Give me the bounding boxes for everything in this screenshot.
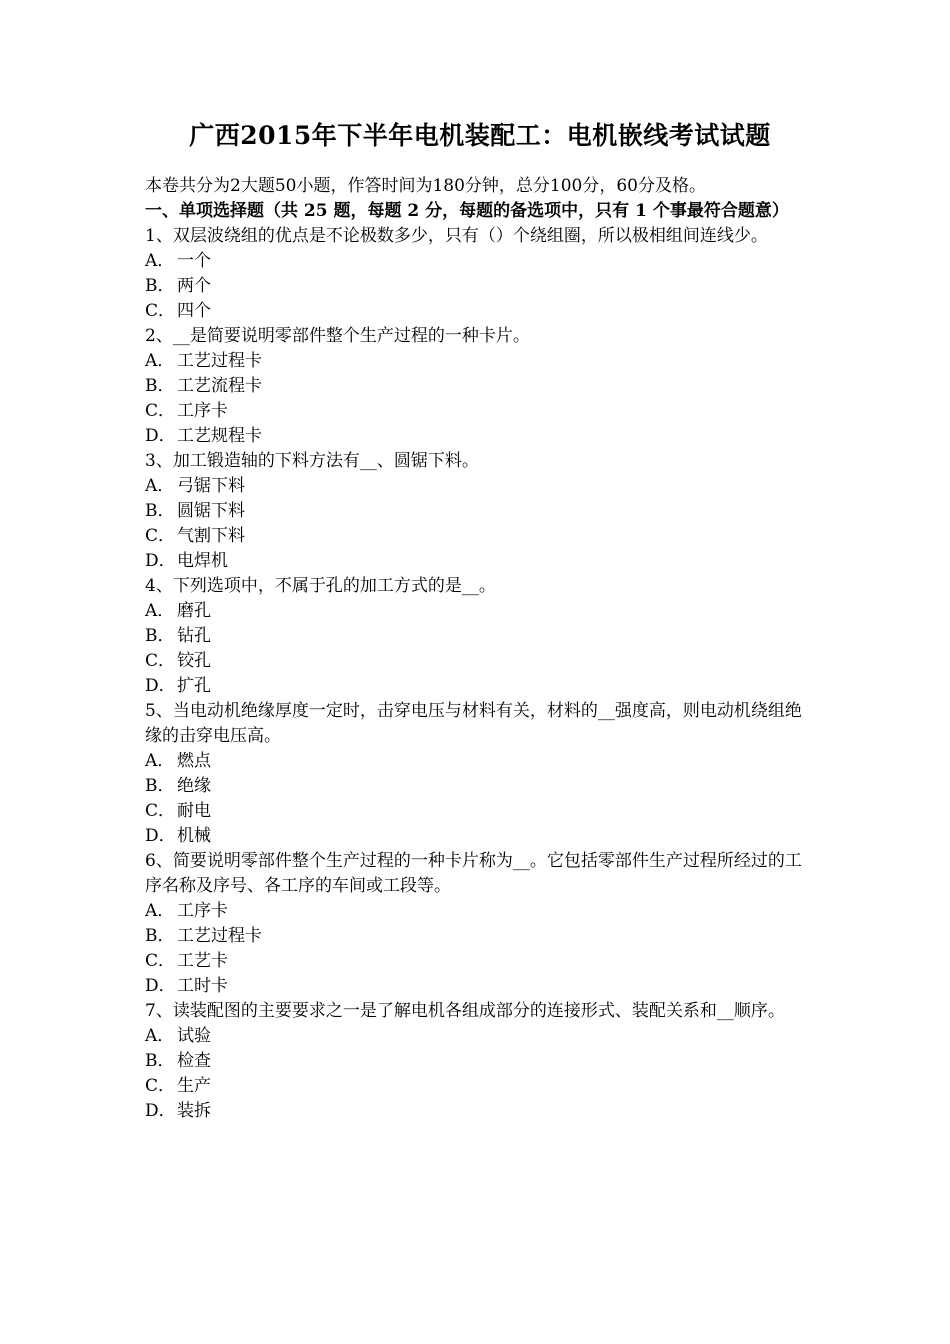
answer-option xyxy=(145,974,815,999)
answer-option xyxy=(145,499,815,524)
answer-option xyxy=(145,674,815,699)
document-page xyxy=(145,118,815,1124)
answer-option xyxy=(145,1074,815,1099)
option-text: 四个 xyxy=(177,301,211,321)
option-letter: C． xyxy=(145,526,176,546)
answer-option xyxy=(145,349,815,374)
option-letter: D． xyxy=(145,426,176,446)
question-block xyxy=(145,849,815,999)
answer-option xyxy=(145,599,815,624)
option-letter: D． xyxy=(145,551,176,571)
option-text: 绝缘 xyxy=(177,776,211,796)
option-letter: C． xyxy=(145,401,176,421)
option-text: 工序卡 xyxy=(177,401,228,421)
option-text: 钻孔 xyxy=(177,626,211,646)
option-letter: A． xyxy=(145,601,175,621)
option-text: 扩孔 xyxy=(177,676,211,696)
answer-option xyxy=(145,249,815,274)
answer-option xyxy=(145,1049,815,1074)
answer-option xyxy=(145,899,815,924)
option-text: 圆锯下料 xyxy=(177,501,245,521)
question-text: 2、__是简要说明零部件整个生产过程的一种卡片。 xyxy=(145,326,530,346)
question-block xyxy=(145,699,815,849)
answer-option xyxy=(145,824,815,849)
answer-option xyxy=(145,1099,815,1124)
option-text: 弓锯下料 xyxy=(177,476,245,496)
option-text: 装拆 xyxy=(177,1101,211,1121)
question-text: 4、下列选项中，不属于孔的加工方式的是__。 xyxy=(145,576,496,596)
answer-option xyxy=(145,774,815,799)
option-letter: C． xyxy=(145,1076,176,1096)
answer-option xyxy=(145,299,815,324)
answer-option xyxy=(145,474,815,499)
option-letter: D． xyxy=(145,976,176,996)
option-text: 工艺卡 xyxy=(177,951,228,971)
question-block xyxy=(145,999,815,1124)
answer-option xyxy=(145,624,815,649)
option-letter: C． xyxy=(145,801,176,821)
option-letter: B． xyxy=(145,626,175,646)
option-letter: A． xyxy=(145,751,175,771)
question-text: 6、简要说明零部件整个生产过程的一种卡片称为__。它包括零部件生产过程所经过的工序名称及序号、各工序的车间或工段等。 xyxy=(145,851,802,896)
question-list xyxy=(145,224,815,1124)
option-letter: B． xyxy=(145,376,175,396)
question-text: 3、加工锻造轴的下料方法有__、圆锯下料。 xyxy=(145,451,479,471)
answer-option xyxy=(145,524,815,549)
option-letter: A． xyxy=(145,1026,175,1046)
option-letter: D． xyxy=(145,826,176,846)
question-text: 7、读装配图的主要要求之一是了解电机各组成部分的连接形式、装配关系和__顺序。 xyxy=(145,1001,785,1021)
option-text: 磨孔 xyxy=(177,601,211,621)
option-text: 气割下料 xyxy=(177,526,245,546)
option-text: 一个 xyxy=(177,251,211,271)
option-text: 铰孔 xyxy=(177,651,211,671)
option-text: 电焊机 xyxy=(177,551,228,571)
answer-option xyxy=(145,274,815,299)
option-text: 工艺过程卡 xyxy=(177,926,262,946)
option-letter: A． xyxy=(145,901,175,921)
option-text: 工序卡 xyxy=(177,901,228,921)
option-letter: B． xyxy=(145,276,175,296)
option-text: 燃点 xyxy=(177,751,211,771)
question-block xyxy=(145,449,815,574)
answer-option xyxy=(145,374,815,399)
question-block xyxy=(145,324,815,449)
answer-option xyxy=(145,799,815,824)
option-text: 工艺规程卡 xyxy=(177,426,262,446)
answer-option xyxy=(145,924,815,949)
answer-option xyxy=(145,1024,815,1049)
option-text: 工时卡 xyxy=(177,976,228,996)
option-letter: C． xyxy=(145,301,176,321)
option-text: 两个 xyxy=(177,276,211,296)
option-letter: D． xyxy=(145,1101,176,1121)
option-letter: B． xyxy=(145,776,175,796)
question-block xyxy=(145,224,815,324)
answer-option xyxy=(145,424,815,449)
option-text: 生产 xyxy=(177,1076,211,1096)
option-letter: A． xyxy=(145,251,175,271)
option-text: 检查 xyxy=(177,1051,211,1071)
question-text: 1、双层波绕组的优点是不论极数多少，只有（）个绕组圈，所以极相组间连线少。 xyxy=(145,226,768,246)
option-text: 工艺过程卡 xyxy=(177,351,262,371)
question-block xyxy=(145,574,815,699)
option-text: 机械 xyxy=(177,826,211,846)
option-letter: B． xyxy=(145,1051,175,1071)
option-text: 试验 xyxy=(177,1026,211,1046)
option-letter: B． xyxy=(145,501,175,521)
question-text: 5、当电动机绝缘厚度一定时，击穿电压与材料有关，材料的__强度高，则电动机绕组绝缘的击穿电压高。 xyxy=(145,701,802,746)
answer-option xyxy=(145,649,815,674)
option-letter: D． xyxy=(145,676,176,696)
option-text: 工艺流程卡 xyxy=(177,376,262,396)
option-letter: C． xyxy=(145,651,176,671)
answer-option xyxy=(145,399,815,424)
option-letter: A． xyxy=(145,351,175,371)
exam-intro: 本卷共分为2大题50小题，作答时间为180分钟，总分100分，60分及格。 xyxy=(145,176,706,196)
answer-option xyxy=(145,749,815,774)
option-letter: C． xyxy=(145,951,176,971)
option-text: 耐电 xyxy=(177,801,211,821)
answer-option xyxy=(145,949,815,974)
answer-option xyxy=(145,549,815,574)
option-letter: B． xyxy=(145,926,175,946)
option-letter: A． xyxy=(145,476,175,496)
document-title: 广西2015年下半年电机装配工：电机嵌线考试试题 xyxy=(189,121,771,150)
section-heading: 一、单项选择题（共 25 题，每题 2 分，每题的备选项中，只有 1 个事最符合题意） xyxy=(145,201,789,221)
